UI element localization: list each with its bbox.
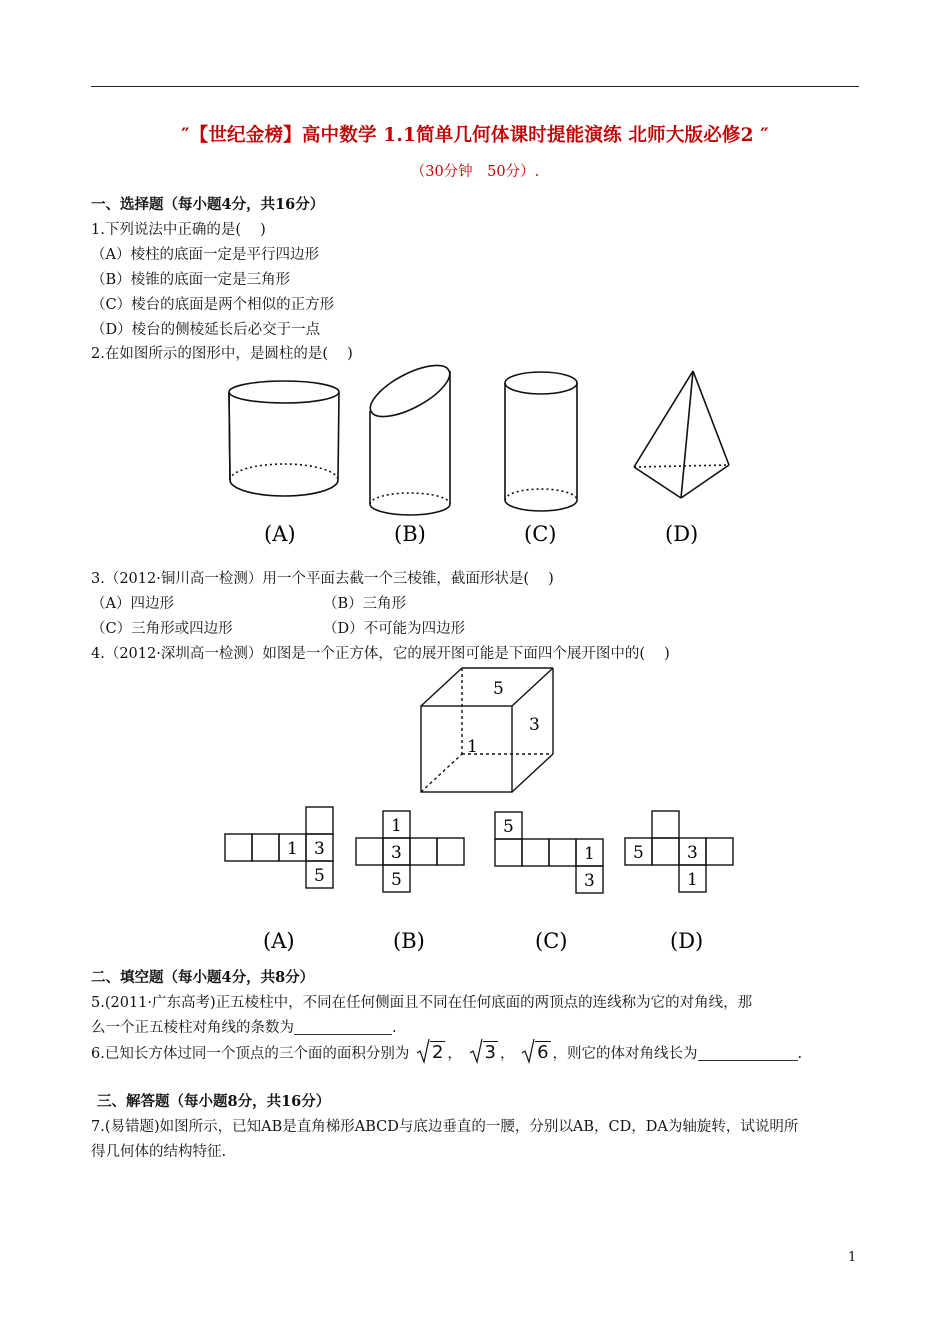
- net-d-face-2: 3: [687, 843, 698, 863]
- q6-line: [91, 1042, 802, 1063]
- q4-stem: 4.（2012·深圳高一检测）如图是一个正方体，它的展开图可能是下面四个展开图中的( ): [91, 646, 670, 662]
- q1-option-d: （D）棱台的侧棱延长后必交于一点: [91, 322, 321, 338]
- page-subtitle: （30分钟 50分）.: [410, 164, 540, 180]
- net-b-face-3: 5: [391, 870, 402, 890]
- net-b-face-1: 1: [391, 816, 402, 836]
- q3-option-b: （B）三角形: [323, 596, 407, 612]
- q2-stem: 2.在如图所示的图形中，是圆柱的是( ): [91, 346, 353, 362]
- sqrt-3-value: 3: [484, 1042, 496, 1063]
- q3-option-c: （C）三角形或四边形: [91, 621, 233, 637]
- q6-end: .: [797, 1046, 803, 1062]
- section2-heading: 二、填空题（每小题4分，共8分）: [91, 969, 315, 986]
- net-a-face-2: 3: [314, 839, 325, 859]
- sqrt-2-value: 2: [431, 1042, 444, 1063]
- q6-sep-3: ，: [552, 1046, 568, 1062]
- q2-label-b: (B): [394, 522, 426, 546]
- q7-line2: 得几何体的结构特征.: [91, 1144, 227, 1160]
- net-d-face-3: 1: [687, 870, 698, 890]
- section3-heading: 三、解答题（每小题8分，共16分）: [97, 1093, 331, 1110]
- q1-option-a: （A）棱柱的底面一定是平行四边形: [91, 247, 319, 263]
- q1-option-c: （C）棱台的底面是两个相似的正方形: [91, 297, 335, 313]
- page-number: 1: [848, 1250, 857, 1265]
- q5-line2-text: 么一个正五棱柱对角线的条数为: [91, 1020, 294, 1036]
- q7-line1: 7.(易错题)如图所示，已知AB是直角梯形ABCD与底边垂直的一腰，分别以AB，CD，DA为轴旋转，试说明所: [91, 1119, 799, 1135]
- q4-label-a: (A): [263, 929, 295, 953]
- q5-line1: 5.(2011·广东高考)正五棱柱中，不同在任何侧面且不同在任何底面的两顶点的连线称为它的对角线，那: [91, 995, 753, 1011]
- section1-heading: 一、选择题（每小题4分，共16分）: [91, 196, 325, 213]
- net-a-face-1: 1: [287, 839, 298, 859]
- q5-answer-blank[interactable]: [294, 1020, 392, 1035]
- sqrt-3: [469, 1042, 498, 1063]
- q6-sep-1: ，: [447, 1046, 462, 1062]
- q5-end: .: [392, 1020, 397, 1036]
- net-b-shape: [356, 811, 464, 892]
- cube-face-top: 5: [493, 679, 504, 699]
- q3-stem: 3.（2012·铜川高一检测）用一个平面去截一个三棱锥，截面形状是( ): [91, 571, 554, 587]
- q2-label-c: (C): [524, 522, 557, 546]
- q5-line2: [91, 1016, 397, 1037]
- net-b-face-2: 3: [391, 843, 402, 863]
- net-c-face-1: 5: [503, 817, 514, 837]
- net-d-face-1: 5: [633, 843, 644, 863]
- q4-label-d: (D): [670, 929, 704, 953]
- sqrt-6-value: 6: [537, 1042, 549, 1063]
- q4-label-c: (C): [535, 929, 568, 953]
- net-a-face-3: 5: [314, 866, 325, 886]
- sqrt-6: [521, 1042, 550, 1063]
- cube-face-back: 1: [467, 737, 478, 757]
- sqrt-2: [416, 1042, 445, 1063]
- q3-option-d: （D）不可能为四边形: [323, 621, 466, 637]
- q4-label-b: (B): [393, 929, 425, 953]
- q1-option-b: （B）棱锥的底面一定是三角形: [91, 272, 291, 288]
- q1-stem: 1.下列说法中正确的是( ): [91, 222, 266, 238]
- q6-pre-text: 6.已知长方体过同一个顶点的三个面的面积分别为: [91, 1046, 410, 1062]
- net-c-face-3: 3: [584, 871, 595, 891]
- page-title: ″【世纪金榜】高中数学 1.1简单几何体课时提能演练 北师大版必修2 ″: [181, 125, 769, 146]
- q2-label-d: (D): [665, 522, 699, 546]
- cube-face-right: 3: [529, 715, 540, 735]
- q3-option-a: （A）四边形: [91, 596, 174, 612]
- q2-label-a: (A): [264, 522, 296, 546]
- q6-mid-text: 则它的体对角线长为: [567, 1046, 698, 1062]
- net-c-face-2: 1: [584, 844, 595, 864]
- q6-sep-2: ，: [499, 1046, 515, 1062]
- q6-answer-blank[interactable]: [698, 1046, 798, 1061]
